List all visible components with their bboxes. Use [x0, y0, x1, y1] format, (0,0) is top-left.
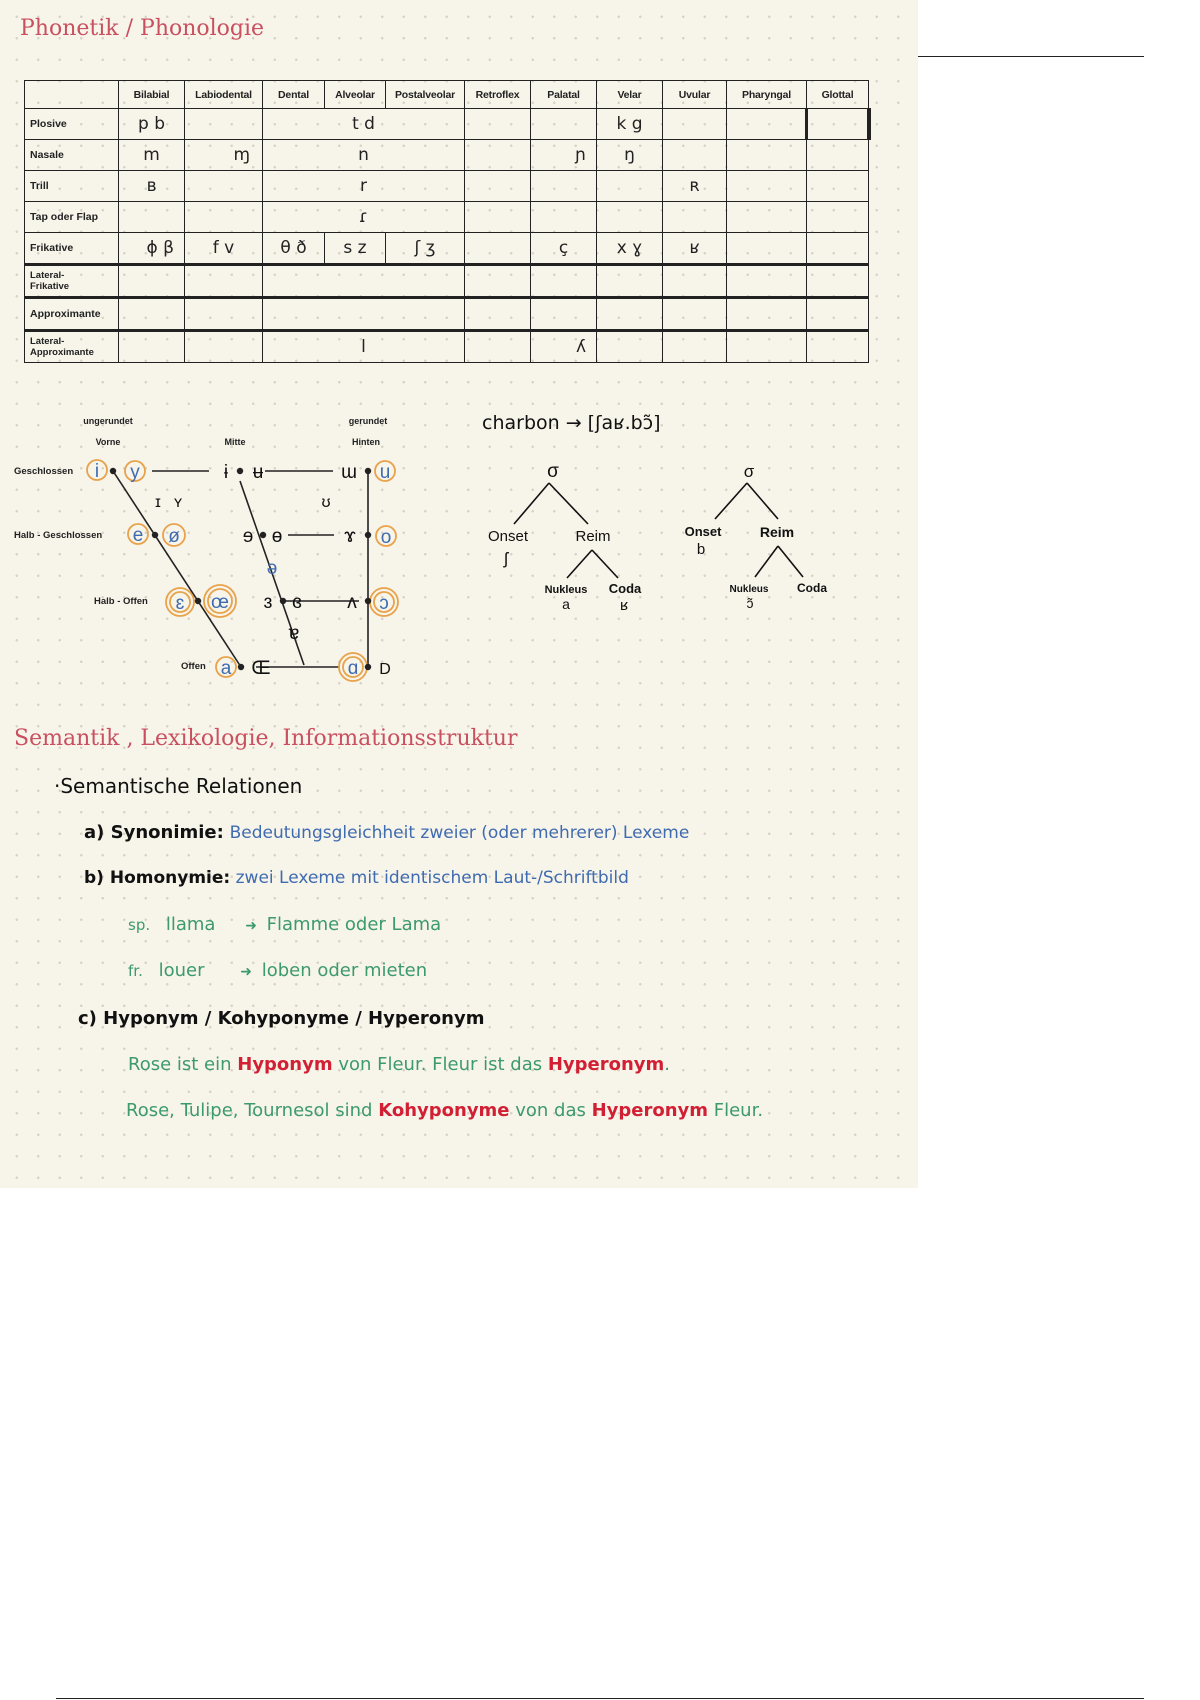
col-header: Dental — [263, 81, 325, 109]
ipa-cell: θ ð — [263, 233, 325, 265]
example-row — [128, 960, 427, 981]
vowel-header: ungerundet — [83, 416, 133, 426]
coda-node: Coda — [797, 581, 827, 595]
ipa-cell: p b — [119, 109, 185, 140]
ipa-cell: s z — [325, 233, 386, 265]
table-row — [25, 233, 871, 265]
vowel-dot — [280, 598, 286, 604]
vowel-symbol: e — [132, 525, 144, 546]
ipa-cell — [465, 331, 531, 363]
tree-branch — [592, 550, 618, 578]
ipa-cell — [531, 202, 597, 233]
ipa-cell — [531, 171, 597, 202]
ipa-cell — [807, 265, 869, 298]
ipa-cell: k g — [597, 109, 663, 140]
ipa-cell — [727, 140, 807, 171]
item-label: a) Synonimie: — [84, 822, 224, 843]
text-run: Fleur. — [708, 1100, 764, 1121]
ipa-cell: ʙ — [119, 171, 185, 202]
bullet: · — [54, 774, 61, 798]
ipa-cell — [263, 265, 465, 298]
table-row — [25, 109, 871, 140]
text-run: Rose ist ein — [128, 1054, 238, 1075]
ipa-cell: ɲ — [531, 140, 597, 171]
top-rule — [918, 56, 1144, 57]
tree-branch — [549, 483, 588, 524]
table-row — [25, 140, 871, 171]
ipa-cell — [465, 140, 531, 171]
ipa-cell: ʎ — [531, 331, 597, 363]
nukleus-node: Nukleus — [729, 584, 769, 595]
table-header-row — [25, 81, 871, 109]
vowel-symbol: o — [380, 527, 392, 548]
vowel-symbol: Œ — [251, 658, 271, 679]
table-row — [25, 265, 871, 298]
ipa-cell — [727, 298, 807, 331]
ipa-cell — [263, 298, 465, 331]
ipa-cell — [869, 109, 871, 140]
ipa-cell — [807, 233, 869, 265]
vowel-symbol: ɑ — [347, 658, 359, 679]
ipa-cell — [727, 265, 807, 298]
col-header: Uvular — [663, 81, 727, 109]
ipa-cell — [465, 171, 531, 202]
vowel-symbol: ɯ — [341, 462, 357, 483]
col-header: Alveolar — [325, 81, 386, 109]
ipa-cell — [727, 233, 807, 265]
vowel-symbol: i — [94, 461, 100, 482]
vowel-row-label: Halb - Geschlossen — [14, 530, 103, 541]
example-row — [128, 914, 441, 935]
item-c: c) Hyponym / Kohyponyme / Hyperonym — [78, 1008, 485, 1029]
ipa-cell — [807, 140, 869, 171]
nukleus-value: a — [562, 596, 570, 612]
ipa-cell — [807, 298, 869, 331]
vowel-symbol: ɜ — [263, 592, 273, 613]
tree-branch — [778, 546, 803, 577]
ipa-cell — [119, 298, 185, 331]
vowel-symbol: ɵ — [271, 526, 283, 547]
vowel-dot — [110, 468, 116, 474]
vowel-symbol: œ — [211, 592, 229, 613]
example-meaning: loben oder mieten — [261, 960, 428, 981]
example-word: llama — [165, 914, 216, 935]
col-header: Velar — [597, 81, 663, 109]
subtitle-text: Semantische Relationen — [60, 774, 303, 798]
example-lang: sp. — [128, 916, 151, 934]
ipa-cell — [597, 171, 663, 202]
term-highlight: Kohyponyme — [378, 1100, 510, 1121]
item-definition: Bedeutungsgleichheit zweier (oder mehrerer) Lexeme — [229, 823, 690, 843]
term-highlight: Hyponym — [237, 1054, 333, 1075]
ipa-cell — [663, 298, 727, 331]
ipa-cell — [185, 171, 263, 202]
ipa-cell — [185, 109, 263, 140]
coda-node: Coda — [608, 581, 642, 596]
row-label: Nasale — [25, 140, 119, 171]
ipa-cell — [465, 233, 531, 265]
ipa-cell: l — [263, 331, 465, 363]
item-b — [84, 868, 629, 888]
tree-branch — [514, 483, 549, 524]
ipa-cell — [119, 331, 185, 363]
vowel-row-label: Offen — [181, 661, 206, 672]
table-row — [25, 298, 871, 331]
col-header: Labiodental — [185, 81, 263, 109]
col-header: Retroflex — [465, 81, 531, 109]
vowel-symbol: ø — [168, 526, 180, 547]
ipa-cell — [807, 171, 869, 202]
vowel-symbol: y — [130, 462, 140, 483]
ipa-cell — [119, 265, 185, 298]
ipa-cell — [807, 202, 869, 233]
ipa-cell — [597, 265, 663, 298]
onset-node: Onset — [487, 528, 529, 545]
ipa-cell: m — [119, 140, 185, 171]
ipa-cell — [727, 171, 807, 202]
ipa-cell — [185, 265, 263, 298]
ipa-cell — [119, 202, 185, 233]
ipa-cell — [465, 298, 531, 331]
vowel-symbol: ɐ — [288, 623, 300, 644]
ipa-cell: ɸ β — [119, 233, 185, 265]
row-label: Lateral- Frikative — [25, 265, 119, 298]
col-header: Glottal — [807, 81, 869, 109]
row-label: Tap oder Flap — [25, 202, 119, 233]
bottom-rule — [56, 1698, 1144, 1699]
coda-value: ʁ — [619, 597, 629, 614]
reim-node: Reim — [759, 524, 795, 540]
arrow-icon: ➜ — [245, 918, 257, 934]
section-subtitle — [54, 774, 302, 798]
example-line — [128, 1054, 670, 1075]
ipa-consonant-table — [24, 80, 871, 363]
col-header: Bilabial — [119, 81, 185, 109]
tree-branch — [747, 483, 778, 519]
vowel-symbol: ɤ — [344, 526, 356, 547]
onset-node: Onset — [684, 524, 722, 539]
vowel-symbol: ʊ — [321, 494, 331, 511]
table-row — [25, 171, 871, 202]
corner-cell — [25, 81, 119, 109]
sigma-node: σ — [743, 462, 755, 481]
ipa-cell — [727, 331, 807, 363]
ipa-cell: r — [263, 171, 465, 202]
ipa-cell — [185, 202, 263, 233]
vowel-row-label: Geschlossen — [14, 466, 74, 477]
ipa-cell — [465, 265, 531, 298]
ipa-cell — [465, 202, 531, 233]
row-label: Lateral- Approximante — [25, 331, 119, 363]
text-run: . — [664, 1054, 670, 1075]
ipa-cell: ʀ — [663, 171, 727, 202]
vowel-symbol: ɞ — [292, 592, 302, 613]
table-row — [25, 202, 871, 233]
ipa-cell — [597, 202, 663, 233]
row-label: Approximante — [25, 298, 119, 331]
ipa-cell — [465, 109, 531, 140]
vowel-dot — [195, 598, 201, 604]
vowel-header: Mitte — [224, 437, 246, 447]
ipa-cell — [807, 109, 869, 140]
example-lang: fr. — [128, 962, 143, 980]
item-label: b) Homonymie: — [84, 868, 231, 888]
vowel-dot — [152, 532, 158, 538]
ipa-cell — [663, 202, 727, 233]
vowel-symbol: ɔ — [379, 593, 389, 614]
vowel-symbol: u — [379, 462, 391, 483]
ipa-cell — [531, 109, 597, 140]
ipa-cell — [727, 109, 807, 140]
ipa-cell — [531, 298, 597, 331]
example-line — [126, 1100, 763, 1121]
ipa-cell — [727, 202, 807, 233]
ipa-cell: f v — [185, 233, 263, 265]
vowel-symbol: ɘ — [242, 526, 254, 547]
nukleus-node: Nukleus — [544, 584, 588, 596]
vowel-dot — [365, 532, 371, 538]
vowel-symbol: ɨ — [223, 462, 229, 483]
vowel-symbol: ə — [266, 558, 278, 579]
vowel-header: Vorne — [95, 437, 121, 447]
page-title: Phonetik / Phonologie — [20, 16, 265, 41]
text-run: Rose, Tulipe, Tournesol sind — [126, 1100, 379, 1121]
ipa-cell — [185, 298, 263, 331]
onset-value: ʃ — [504, 549, 508, 568]
text-run: von das — [509, 1100, 592, 1121]
ipa-cell: ʃ ʒ — [386, 233, 465, 265]
text-run: von Fleur. Fleur ist das — [332, 1054, 548, 1075]
ipa-cell — [185, 331, 263, 363]
ipa-cell: t d — [263, 109, 465, 140]
section-title: Semantik , Lexikologie, Informationsstruktur — [14, 726, 518, 751]
tree-branch — [755, 546, 778, 577]
ipa-cell — [531, 265, 597, 298]
ipa-cell — [663, 109, 727, 140]
ipa-cell — [807, 331, 869, 363]
syllable-trees — [470, 450, 870, 630]
ipa-cell — [663, 140, 727, 171]
ipa-cell: ɱ — [185, 140, 263, 171]
nukleus-value: ɔ̃ — [746, 595, 754, 611]
ipa-cell: x ɣ — [597, 233, 663, 265]
row-label: Plosive — [25, 109, 119, 140]
row-label: Frikative — [25, 233, 119, 265]
item-definition: zwei Lexeme mit identischem Laut-/Schriftbild — [235, 868, 629, 888]
sigma-node: σ — [547, 461, 559, 482]
ipa-cell: ŋ — [597, 140, 663, 171]
example-meaning: Flamme oder Lama — [266, 914, 442, 935]
ipa-cell: ç — [531, 233, 597, 265]
vowel-dot — [365, 664, 371, 670]
vowel-symbol: a — [220, 658, 232, 679]
tree-branch — [715, 483, 747, 519]
tree-branch — [567, 550, 592, 578]
vowel-dot — [365, 468, 371, 474]
vowel-dot — [365, 598, 371, 604]
arrow-icon: ➜ — [240, 964, 252, 980]
vowel-dot — [237, 468, 243, 474]
ipa-cell: n — [263, 140, 465, 171]
ipa-cell: ʁ — [663, 233, 727, 265]
syllable-heading: charbon → [ʃaʁ.bɔ̃] — [482, 412, 661, 434]
vowel-dot — [238, 664, 244, 670]
example-word: louer — [158, 960, 205, 981]
vowel-dot — [260, 532, 266, 538]
vowel-symbol: ɪ — [155, 494, 161, 511]
col-header: Pharyngal — [727, 81, 807, 109]
vowel-chart — [0, 400, 420, 690]
col-header: Palatal — [531, 81, 597, 109]
vowel-symbol: ʌ — [347, 592, 357, 613]
onset-value: b — [696, 541, 706, 558]
vowel-symbol: ʉ — [252, 462, 264, 483]
vowel-symbol: ʏ — [173, 494, 183, 511]
table-row — [25, 331, 871, 363]
ipa-cell — [597, 331, 663, 363]
item-a — [84, 822, 689, 843]
col-header: Postalveolar — [386, 81, 465, 109]
ipa-cell — [663, 265, 727, 298]
term-highlight: Hyperonym — [591, 1100, 709, 1121]
vowel-header: gerundet — [348, 416, 388, 426]
ipa-cell — [663, 331, 727, 363]
ipa-cell: ɾ — [263, 202, 465, 233]
vowel-symbol: ɛ — [175, 593, 185, 614]
vowel-symbol: D — [379, 661, 391, 678]
term-highlight: Hyperonym — [547, 1054, 665, 1075]
vowel-row-label: Halb - Offen — [94, 596, 148, 607]
ipa-cell — [597, 298, 663, 331]
vowel-header: Hinten — [352, 437, 380, 447]
row-label: Trill — [25, 171, 119, 202]
reim-node: Reim — [575, 528, 611, 545]
